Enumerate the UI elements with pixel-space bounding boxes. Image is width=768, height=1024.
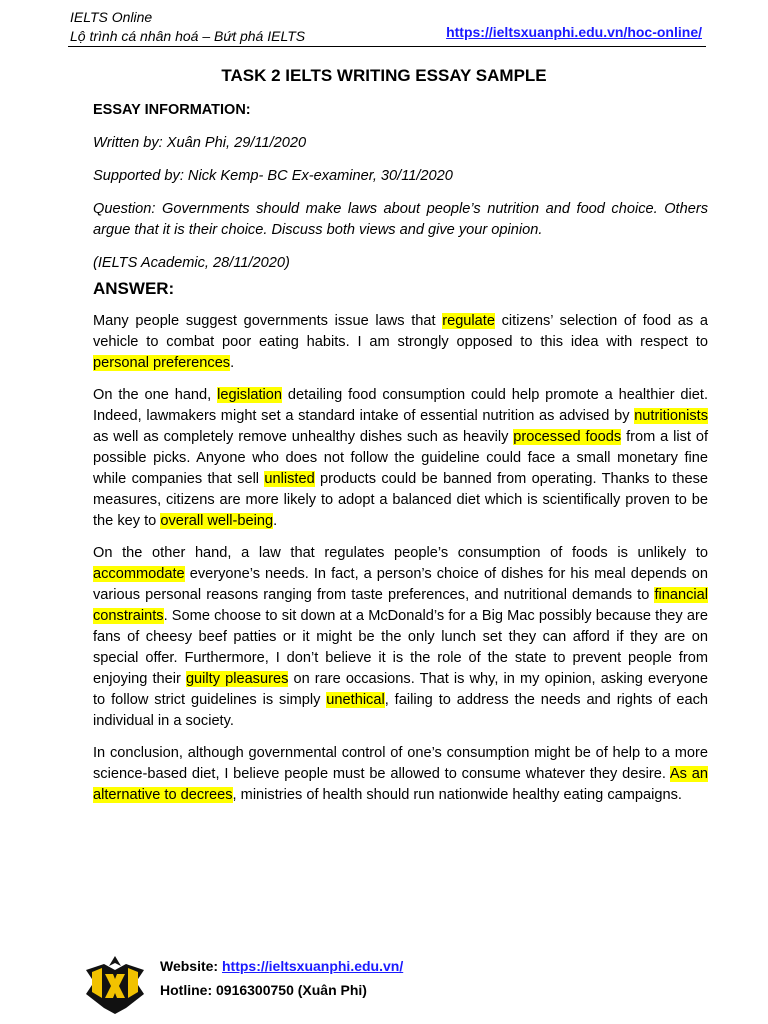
page-title: TASK 2 IELTS WRITING ESSAY SAMPLE	[221, 66, 547, 85]
highlight: legislation	[217, 387, 282, 403]
highlight: nutritionists	[634, 408, 708, 424]
paragraph-intro	[93, 311, 708, 374]
highlight: As an alternative to decrees	[93, 766, 708, 803]
text: In conclusion, although governmental control of one’s consumption might be of help to a more science-based diet, I believe people must be allowed to consume whatever they desire.	[93, 745, 708, 782]
text: from a list of possible picks. Anyone who does not follow the guideline could face a small monetary fine while companies that sell	[93, 429, 709, 487]
text: On the one hand,	[93, 387, 218, 403]
xuan-phi-logo-icon	[80, 952, 150, 1018]
header-brand	[70, 8, 305, 46]
highlight: guilty pleasures	[185, 671, 289, 687]
paragraph-body-2	[93, 543, 708, 732]
text: , failing to address the needs and rights of each individual in a society.	[93, 692, 708, 729]
answer-heading: ANSWER:	[93, 279, 175, 298]
header-course-link[interactable]: https://ieltsxuanphi.edu.vn/hoc-online/	[446, 24, 702, 40]
website-label: Website:	[160, 958, 222, 974]
highlight: financial constraints	[93, 587, 708, 624]
text: . Some choose to sit down at a McDonald’s for a Big Mac possibly because they are fans of cheesy beef patties or it might be the only lunch set they can afford if they are on special offer. Furthermore, I don’t believe it is the role of the state to prevent people from enjoying their	[93, 608, 708, 687]
paragraph-conclusion	[93, 743, 708, 806]
footer	[80, 950, 500, 1020]
text: products could be banned from operating. Thanks to these measures, citizens are more likely to adopt a balanced diet which is scientifically proven to be the key to	[93, 471, 708, 529]
highlight: overall well-being	[160, 513, 274, 529]
info-heading: ESSAY INFORMATION:	[93, 102, 251, 118]
text: detailing food consumption could help promote a healthier diet. Indeed, lawmakers might set a standard intake of essential nutrition as advised by	[93, 387, 709, 424]
written-by: Written by: Xuân Phi, 29/11/2020	[93, 135, 307, 151]
text: on rare occasions. That is why, in my opinion, asking everyone to follow strict guidelines is simply	[93, 671, 708, 708]
essay-content	[93, 100, 708, 817]
highlight: unlisted	[264, 471, 315, 487]
question-source: (IELTS Academic, 28/11/2020)	[93, 255, 290, 271]
supported-by: Supported by: Nick Kemp- BC Ex-examiner, 30/11/2020	[93, 168, 453, 184]
text: Many people suggest governments issue laws that	[93, 313, 443, 329]
header-line-2: Lộ trình cá nhân hoá – Bứt phá IELTS	[70, 28, 306, 44]
text: .	[230, 355, 235, 371]
header-line-1: IELTS Online	[70, 9, 153, 25]
text: , ministries of health should run nationwide healthy eating campaigns.	[232, 787, 682, 803]
paragraph-body-1	[93, 385, 708, 532]
footer-website	[160, 958, 403, 974]
footer-hotline: Hotline: 0916300750 (Xuân Phi)	[160, 982, 367, 998]
text: On the other hand, a law that regulates people’s consumption of foods is unlikely to	[93, 545, 708, 561]
header-divider	[68, 46, 706, 47]
text: everyone’s needs. In fact, a person’s choice of dishes for his meal depends on various personal reasons ranging from taste preferences, and nutritional demands to	[93, 566, 708, 603]
text: as well as completely remove unhealthy dishes such as heavily	[93, 429, 514, 445]
text: citizens’ selection of food as a vehicle to combat poor eating habits. I am strongly opposed to this idea with respect to	[93, 313, 708, 350]
highlight: regulate	[442, 313, 495, 329]
highlight: unethical	[326, 692, 385, 708]
website-link[interactable]: https://ieltsxuanphi.edu.vn/	[221, 958, 404, 974]
text: .	[273, 513, 278, 529]
essay-question: Question: Governments should make laws about people’s nutrition and food choice. Others argue that it is their choice. Discuss both views and give your opinion.	[93, 201, 708, 238]
highlight: accommodate	[93, 566, 185, 582]
highlight: processed foods	[513, 429, 622, 445]
highlight: personal preferences	[93, 355, 231, 371]
